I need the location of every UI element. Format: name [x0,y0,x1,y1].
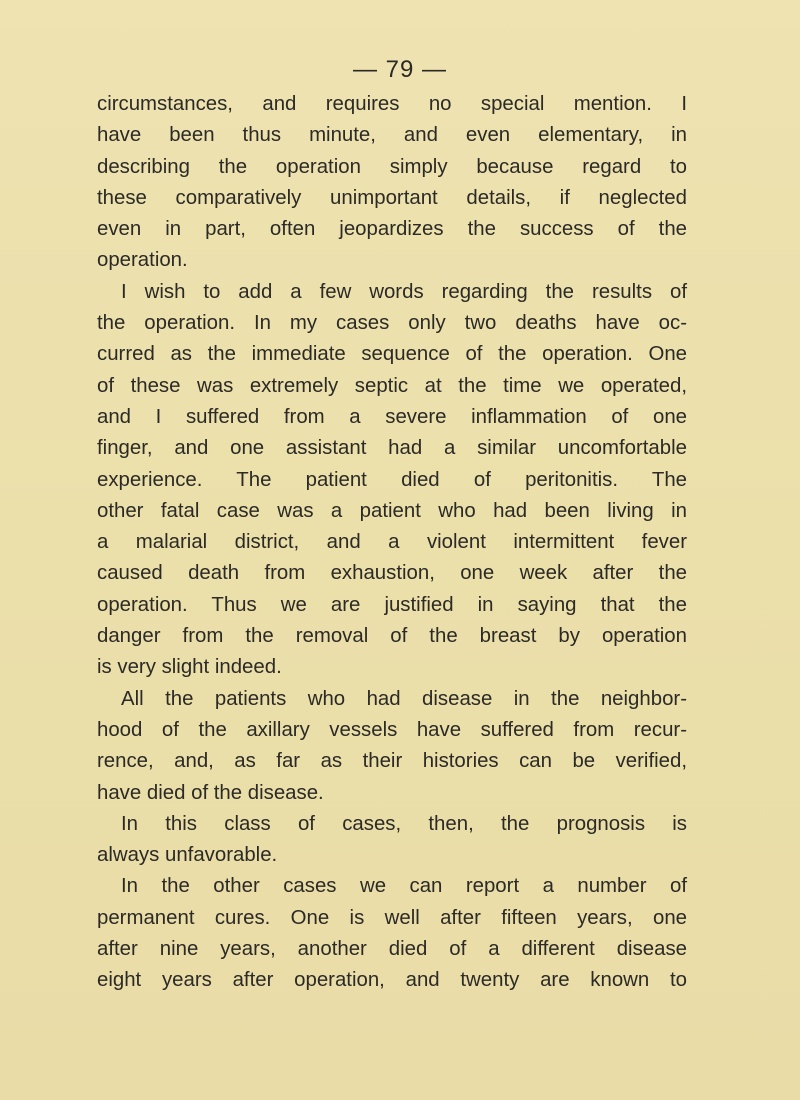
text-line: In the other cases we can report a number of [121,875,687,898]
text-line: experience. The patient died of peritonitis. The [97,468,687,491]
text-line: In this class of cases, then, the prognosis is [121,812,687,835]
text-line: even in part, often jeopardizes the success of the [97,218,687,241]
text-line: hood of the axillary vessels have suffered from recur- [97,718,687,741]
text-line: danger from the removal of the breast by operation [97,625,687,648]
text-line: rence, and, as far as their histories can be verified, [97,750,687,773]
text-line: of these was extremely septic at the time we operated, [97,374,687,397]
text-line: other fatal case was a patient who had been living in [97,499,687,522]
text-line: eight years after operation, and twenty are known to [97,969,687,992]
text-line: the operation. In my cases only two deaths have oc- [97,312,687,335]
text-line: have been thus minute, and even elementary, in [97,124,687,147]
text-line: is very slight indeed. [97,656,282,679]
page-number: — 79 — [352,56,448,83]
text-line: operation. [97,249,188,272]
text-line: after nine years, another died of a different disease [97,938,687,961]
text-line: these comparatively unimportant details, if neglected [97,186,687,209]
body-text [97,89,687,997]
text-line: a malarial district, and a violent intermittent fever [97,531,687,554]
text-line: describing the operation simply because regard to [97,155,687,178]
text-line: circumstances, and requires no special mention. I [97,93,687,115]
text-line: curred as the immediate sequence of the operation. One [97,343,687,366]
text-line: All the patients who had disease in the neighbor- [121,687,687,710]
text-line: always unfavorable. [97,844,278,867]
text-line: and I suffered from a severe inflammation of one [97,405,687,428]
text-line: permanent cures. One is well after fifteen years, one [97,906,687,929]
text-line: operation. Thus we are justified in saying that the [97,593,687,616]
text-line: I wish to add a few words regarding the results of [121,280,687,303]
text-line: caused death from exhaustion, one week after the [97,562,687,585]
text-line: have died of the disease. [97,781,324,804]
text-line: finger, and one assistant had a similar uncomfortable [97,437,687,460]
